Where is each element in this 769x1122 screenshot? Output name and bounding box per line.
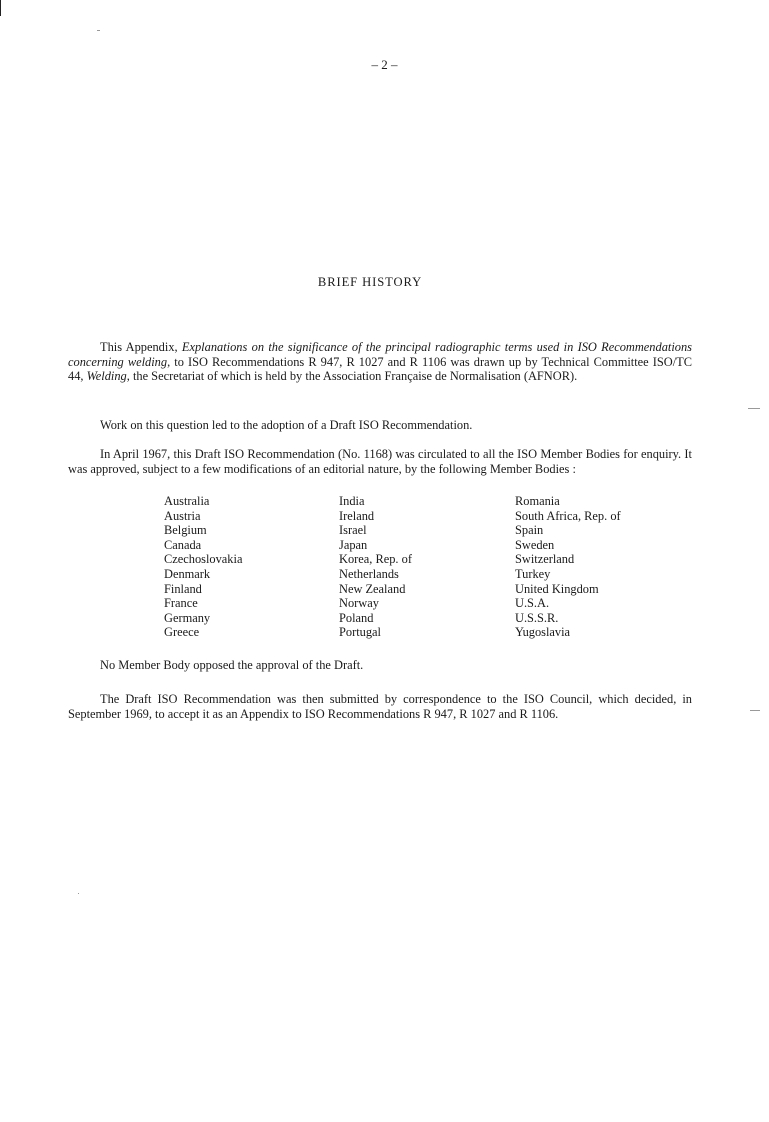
member-body-item: Austria bbox=[164, 508, 201, 523]
scan-edge-rule bbox=[0, 0, 1, 16]
member-body-item: India bbox=[339, 494, 365, 508]
scan-speck bbox=[748, 408, 760, 409]
section-title: BRIEF HISTORY bbox=[317, 275, 423, 289]
enquiry-paragraph: In April 1967, this Draft ISO Recommendation (No. 1168) was circulated to all the ISO Member Bodies for enquiry. It was approved, subject to a few modifications of an editorial nature, by the following Member Bodies : bbox=[68, 447, 692, 476]
member-body-item: New Zealand bbox=[339, 581, 406, 596]
member-body-item: U.S.A. bbox=[515, 596, 550, 611]
member-body-item: Turkey bbox=[515, 566, 551, 581]
committee-name: Welding bbox=[86, 369, 127, 384]
member-body-item: Greece bbox=[164, 625, 200, 640]
member-body-item: Yugoslavia bbox=[515, 625, 571, 640]
scan-speck bbox=[750, 710, 760, 711]
member-body-item: South Africa, Rep. of bbox=[515, 508, 621, 523]
member-body-item: Israel bbox=[339, 523, 367, 538]
member-body-item: Denmark bbox=[164, 566, 211, 581]
intro-middle: , to ISO Recommendations R 947, R 1027 and R 1106 was drawn up by Technical Committee ISO/TC 44, bbox=[68, 354, 692, 384]
member-bodies-column-1 bbox=[164, 494, 242, 640]
member-body-item: Norway bbox=[339, 596, 379, 611]
intro-paragraph bbox=[68, 340, 692, 384]
member-body-item: Germany bbox=[164, 610, 211, 625]
member-body-item: United Kingdom bbox=[515, 581, 599, 596]
appendix-title: Explanations on the significance of the principal radiographic terms used in ISO Recommendations concerning welding bbox=[68, 340, 692, 369]
intro-tail: , the Secretariat of which is held by the Association Française de Normalisation (AFNOR). bbox=[126, 369, 578, 384]
scan-speck bbox=[97, 30, 100, 31]
opposition-paragraph: No Member Body opposed the approval of the Draft. bbox=[100, 658, 364, 672]
council-paragraph: The Draft ISO Recommendation was then submitted by correspondence to the ISO Council, which decided, in September 1969, to accept it as an Appendix to ISO Recommendations R 947, R 1027 and R 1106. bbox=[68, 692, 692, 721]
member-bodies-column-3 bbox=[515, 494, 621, 640]
member-body-item: Belgium bbox=[164, 523, 207, 538]
member-body-item: France bbox=[164, 596, 198, 611]
page-number: – 2 – bbox=[371, 57, 398, 72]
member-body-item: Portugal bbox=[339, 625, 381, 640]
member-body-item: Netherlands bbox=[339, 566, 399, 581]
member-body-item: U.S.S.R. bbox=[515, 610, 559, 625]
intro-lead: This Appendix, bbox=[100, 340, 182, 354]
scan-speck bbox=[78, 893, 79, 894]
member-body-item: Ireland bbox=[339, 508, 375, 523]
member-body-item: Australia bbox=[164, 494, 210, 508]
member-body-item: Czechoslovakia bbox=[164, 552, 243, 567]
member-body-item: Sweden bbox=[515, 537, 555, 552]
member-body-item: Poland bbox=[339, 610, 374, 625]
member-body-item: Spain bbox=[515, 523, 544, 538]
member-body-item: Switzerland bbox=[515, 552, 575, 567]
member-body-item: Romania bbox=[515, 494, 560, 508]
member-bodies-column-2 bbox=[339, 494, 412, 640]
member-body-item: Japan bbox=[339, 537, 368, 552]
member-body-item: Finland bbox=[164, 581, 202, 596]
member-body-item: Canada bbox=[164, 537, 202, 552]
member-body-item: Korea, Rep. of bbox=[339, 552, 412, 567]
adoption-paragraph: Work on this question led to the adoption of a Draft ISO Recommendation. bbox=[100, 418, 473, 432]
